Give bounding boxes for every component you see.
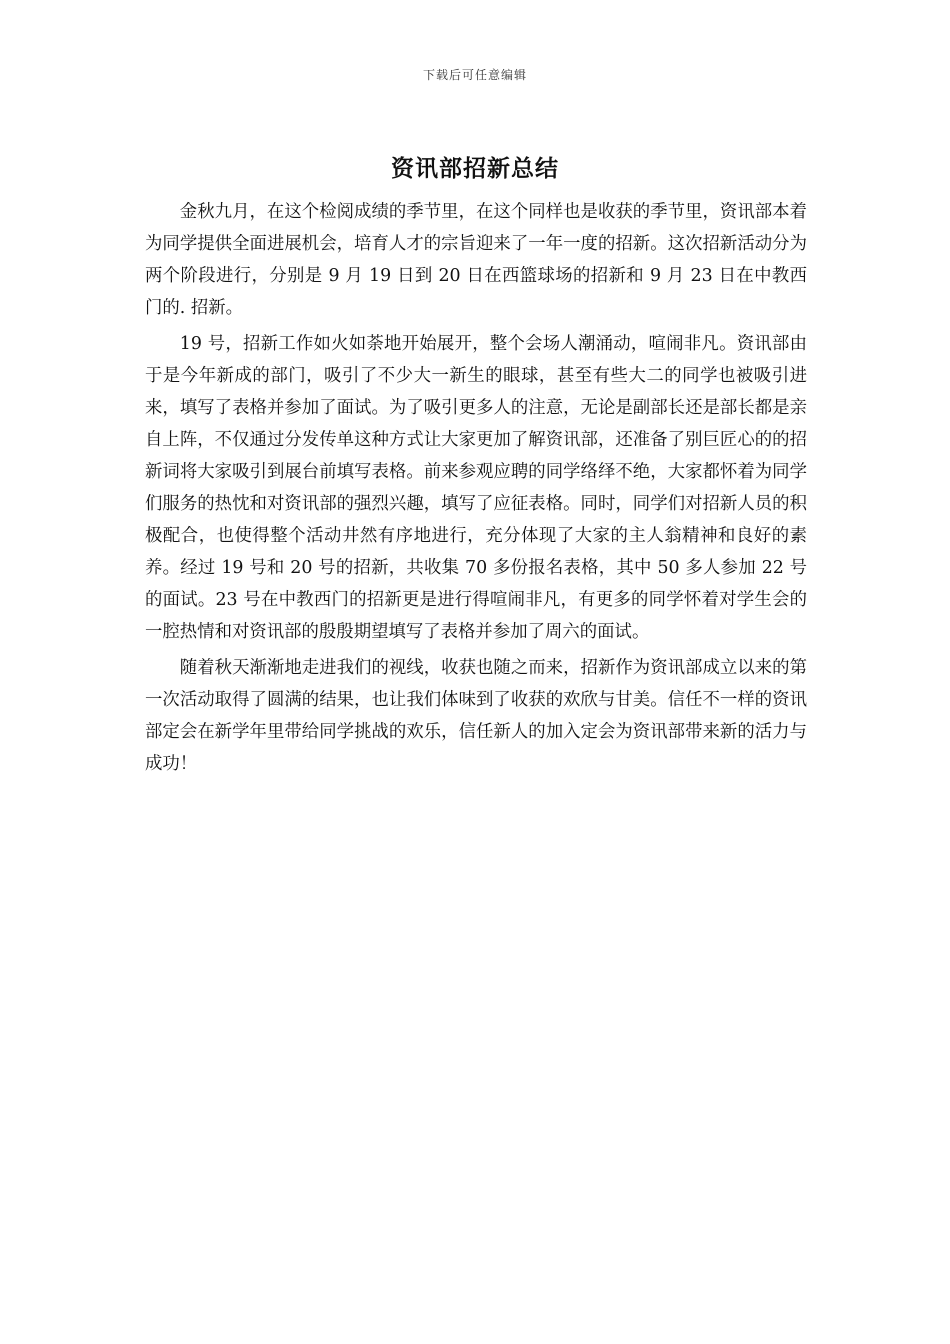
document-title: 资讯部招新总结 bbox=[391, 155, 559, 182]
page-header-note: 下载后可任意编辑 bbox=[422, 68, 527, 82]
paragraph: 金秋九月，在这个检阅成绩的季节里，在这个同样也是收获的季节里，资讯部本着为同学提供全面进展机会，培育人才的宗旨迎来了一年一度的招新。这次招新活动分为两个阶段进行，分别是 9 月 19 日到 20 日在西篮球场的招新和 9 月 23 日在中教西门的. 招新。 bbox=[145, 202, 807, 318]
paragraph: 随着秋天渐渐地走进我们的视线，收获也随之而来，招新作为资讯部成立以来的第一次活动取得了圆满的结果，也让我们体味到了收获的欢欣与甘美。信任不一样的资讯部定会在新学年里带给同学挑战的欢乐，信任新人的加入定会为资讯部带来新的活力与成功！ bbox=[145, 658, 807, 774]
paragraph: 19 号，招新工作如火如荼地开始展开，整个会场人潮涌动，喧闹非凡。资讯部由于是今年新成的部门，吸引了不少大一新生的眼球，甚至有些大二的同学也被吸引进来，填写了表格并参加了面试。为了吸引更多人的注意，无论是副部长还是部长都是亲自上阵，不仅通过分发传单这种方式让大家更加了解资讯部，还准备了别巨匠心的的招新词将大家吸引到展台前填写表格。前来参观应聘的同学络绎不绝，大家都怀着为同学们服务的热忱和对资讯部的强烈兴趣，填写了应征表格。同时，同学们对招新人员的积极配合，也使得整个活动井然有序地进行，充分体现了大家的主人翁精神和良好的素养。经过 19 号和 20 号的招新，共收集 70 多份报名表格，其中 50 多人参加 22 号的面试。23 号在中教西门的招新更是进行得喧闹非凡，有更多的同学怀着对学生会的一腔热情和对资讯部的殷殷期望填写了表格并参加了周六的面试。 bbox=[145, 334, 807, 642]
document-body bbox=[145, 196, 807, 784]
